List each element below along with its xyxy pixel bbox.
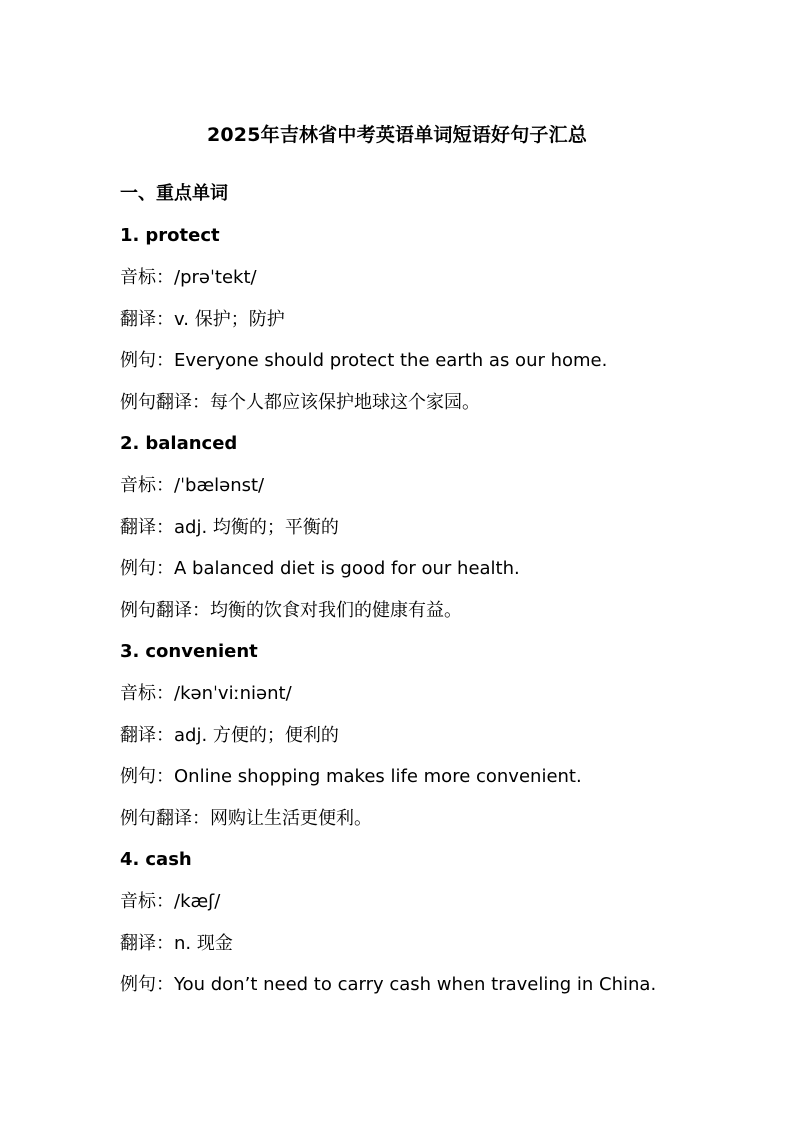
phonetic-line: [120, 889, 220, 915]
example-translation-label: 例句翻译：: [120, 808, 210, 829]
example-sentence: Everyone should protect the earth as our home.: [174, 350, 608, 371]
example-sentence: A balanced diet is good for our health.: [174, 558, 520, 579]
example-line: [120, 556, 520, 582]
translation-value: adj. 均衡的；平衡的: [174, 517, 339, 538]
word-number: 2.: [120, 433, 140, 454]
translation-line: [120, 515, 339, 541]
phonetic-line: [120, 473, 264, 499]
example-translation-value: 每个人都应该保护地球这个家园。: [210, 392, 480, 413]
translation-line: [120, 307, 285, 333]
word-text: convenient: [145, 641, 258, 662]
word-text: protect: [145, 225, 220, 246]
phonetic-label: 音标：: [120, 891, 174, 912]
example-line: [120, 972, 656, 998]
translation-label: 翻译：: [120, 309, 174, 330]
example-sentence: You don’t need to carry cash when traveling in China.: [174, 974, 657, 995]
example-line: [120, 764, 582, 790]
phonetic-value: /kənˈviːniənt/: [174, 683, 292, 704]
example-translation-value: 均衡的饮食对我们的健康有益。: [210, 600, 462, 621]
phonetic-value: /ˈbælənst/: [174, 475, 265, 496]
translation-value: v. 保护；防护: [174, 309, 285, 330]
translation-value: adj. 方便的；便利的: [174, 725, 339, 746]
translation-line: [120, 931, 233, 957]
example-translation-line: [120, 806, 372, 832]
word-text: cash: [145, 849, 192, 870]
word-number: 4.: [120, 849, 140, 870]
word-heading: [120, 431, 237, 457]
translation-line: [120, 723, 339, 749]
example-line: [120, 348, 607, 374]
translation-value: n. 现金: [174, 933, 233, 954]
word-heading: [120, 847, 192, 873]
example-label: 例句：: [120, 350, 174, 371]
example-label: 例句：: [120, 766, 174, 787]
phonetic-value: /kæʃ/: [174, 891, 221, 912]
word-number: 3.: [120, 641, 140, 662]
example-translation-label: 例句翻译：: [120, 392, 210, 413]
word-number: 1.: [120, 225, 140, 246]
phonetic-line: [120, 265, 257, 291]
phonetic-label: 音标：: [120, 683, 174, 704]
translation-label: 翻译：: [120, 933, 174, 954]
translation-label: 翻译：: [120, 517, 174, 538]
phonetic-line: [120, 681, 292, 707]
phonetic-label: 音标：: [120, 475, 174, 496]
word-heading: [120, 223, 220, 249]
example-sentence: Online shopping makes life more convenient.: [174, 766, 582, 787]
translation-label: 翻译：: [120, 725, 174, 746]
word-heading: [120, 639, 258, 665]
document-title: 2025年吉林省中考英语单词短语好句子汇总: [206, 124, 588, 146]
section-heading: 一、重点单词: [120, 183, 228, 204]
phonetic-label: 音标：: [120, 267, 174, 288]
phonetic-value: /prəˈtekt/: [174, 267, 257, 288]
example-translation-line: [120, 390, 480, 416]
example-label: 例句：: [120, 974, 174, 995]
example-translation-line: [120, 598, 462, 624]
word-text: balanced: [145, 433, 238, 454]
example-translation-value: 网购让生活更便利。: [210, 808, 372, 829]
example-translation-label: 例句翻译：: [120, 600, 210, 621]
example-label: 例句：: [120, 558, 174, 579]
